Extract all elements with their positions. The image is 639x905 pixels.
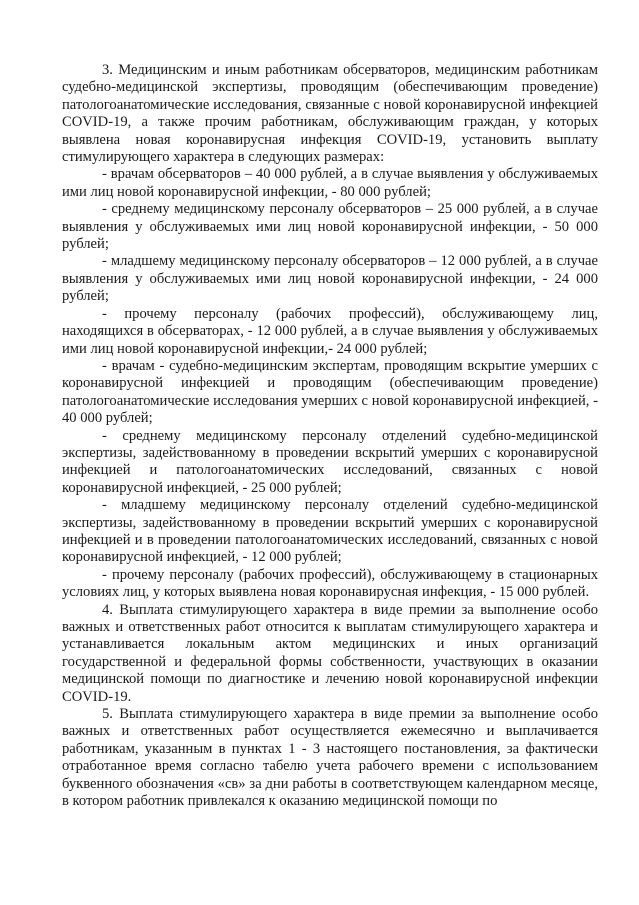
document-page — [62, 62, 598, 810]
payment-list — [62, 166, 598, 601]
list-item: - среднему медицинскому персоналу отделений судебно-медицинской экспертизы, задействованному в проведении вскрытий умерших с коронавирусной инфекцией и патологоанатомических исследований, связанных с новой коронавирусной инфекцией, - 25 000 рублей; — [62, 427, 598, 496]
paragraph-3: 3. Медицинским и иным работникам обсерваторов, медицинским работникам судебно-медицинской экспертизы, проводящим (обеспечивающим проведение) патологоанатомические исследования, связанные с новой коронавирусной инфекцией COVID-19, а также прочим работникам, обслуживающим граждан, у которых выявлена новая коронавирусная инфекция COVID-19, установить выплату стимулирующего характера в следующих размерах: — [62, 62, 598, 166]
list-item: - среднему медицинскому персоналу обсерваторов – 25 000 рублей, а в случае выявления у обслуживаемых ими лиц новой коронавирусной инфекции, - 50 000 рублей; — [62, 201, 598, 253]
list-item: - врачам - судебно-медицинским экспертам, проводящим вскрытие умерших с коронавирусной инфекцией и проводящим (обеспечивающим проведение) патологоанатомические исследования умерших с новой коронавирусной инфекцией, - 40 000 рублей; — [62, 357, 598, 427]
paragraph-5: 5. Выплата стимулирующего характера в виде премии за выполнение особо важных и ответственных работ осуществляется ежемесячно и выплачивается работникам, указанным в пунктах 1 - 3 настоящего постановления, за фактически отработанное время согласно табелю учета рабочего времени с использованием буквенного обозначения «св» за дни работы в соответствующем календарном месяце, в котором работник привлекался к оказанию медицинской помощи по — [62, 706, 598, 810]
list-item: - врачам обсерваторов – 40 000 рублей, а в случае выявления у обслуживаемых ими лиц новой коронавирусной инфекции, - 80 000 рублей; — [62, 166, 598, 200]
list-item: - прочему персоналу (рабочих профессий), обслуживающему в стационарных условиях лиц, у которых выявлена новая коронавирусная инфекция, - 15 000 рублей. — [62, 566, 598, 601]
list-item: - младшему медицинскому персоналу обсерваторов – 12 000 рублей, а в случае выявления у обслуживаемых ими лиц новой коронавирусной инфекции, - 24 000 рублей; — [62, 253, 598, 305]
list-item: - прочему персоналу (рабочих профессий), обслуживающему лиц, находящихся в обсерваторах, - 12 000 рублей, а в случае выявления у обслуживаемых ими лиц новой коронавирусной инфекции,- 24 000 рублей; — [62, 305, 598, 357]
paragraph-4: 4. Выплата стимулирующего характера в виде премии за выполнение особо важных и ответственных работ относится к выплатам стимулирующего характера и устанавливается локальным актом медицинских и иных организаций государственной и федеральной формы собственности, участвующих в оказании медицинской помощи по диагностике и лечению новой коронавирусной инфекции COVID-19. — [62, 601, 598, 705]
list-item: - младшему медицинскому персоналу отделений судебно-медицинской экспертизы, задействованному в проведении вскрытий умерших с коронавирусной инфекцией и в проведении патологоанатомических исследований, связанных с новой коронавирусной инфекцией, - 12 000 рублей; — [62, 497, 598, 566]
